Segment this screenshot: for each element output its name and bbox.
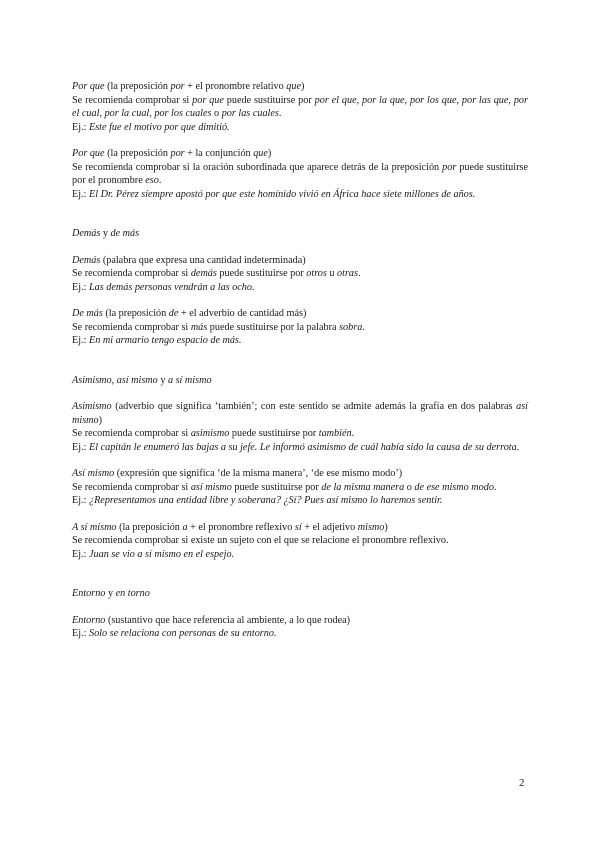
entry-example: Ej.: Este fue el motivo por que dimitió. [72,121,230,133]
entry-title: Asimismo (adverbio que significa ‘también’; con este sentido se admite además la grafía en dos palabras así mismo) [72,401,528,426]
section-heading-asimismo: Asimismo, así mismo y a sí mismo [72,374,212,386]
entry-example: Ej.: ¿Representamos una entidad libre y soberana? ¿Sí? Pues así mismo lo haremos sentir. [72,495,443,506]
entry-asimismo [72,400,528,454]
entry-de-mas [72,307,528,348]
entry-example: Ej.: Las demás personas vendrán a las ocho. [72,281,255,293]
section-heading-entorno: Entorno y en torno [72,588,150,599]
entry-example: Ej.: El capitán le enumeró las bajas a su jefe. Le informó asimismo de cuál había sido la causa de su derrota. [72,441,520,453]
entry-example: Ej.: En mi armario tengo espacio de más. [72,335,242,346]
entry-title: Por que (la preposición por + la conjunción que) [72,148,272,159]
entry-title: Entorno (sustantivo que hace referencia al ambiente, a lo que rodea) [72,614,351,626]
entry-title: A sí mismo (la preposición a + el pronombre reflexivo sí + el adjetivo mismo) [72,521,388,533]
entry-recommendation: Se recomienda comprobar si asimismo puede sustituirse por también. [72,428,355,439]
entry-entorno [72,614,528,641]
entry-recommendation: Se recomienda comprobar si demás puede sustituirse por otros u otras. [72,268,361,279]
entry-title: Así mismo (expresión que significa ‘de la misma manera’, ‘de ese mismo modo’) [72,468,403,479]
entry-example: Ej.: Juan se vio a sí mismo en el espejo. [72,548,235,560]
entry-recommendation: Se recomienda comprobar si existe un sujeto con el que se relacione el pronombre reflexivo. [72,535,449,546]
entry-recommendation: Se recomienda comprobar si por que puede sustituirse por por el que, por la que, por los que, por las que, por el cual, por la cual, por los cuales o por las cuales. [72,94,528,119]
entry-a-si-mismo [72,521,528,562]
page-number: 2 [519,777,525,789]
entry-demas [72,254,528,295]
entry-title: Demás (palabra que expresa una cantidad indeterminada) [72,254,306,266]
entry-title: Por que (la preposición por + el pronombre relativo que) [72,81,305,92]
entry-recommendation: Se recomienda comprobar si la oración subordinada que aparece detrás de la preposición por puede sustituirse por el pronombre eso. [72,161,528,186]
entry-title: De más (la preposición de + el adverbio de cantidad más) [72,308,307,319]
section-heading-demas: Demás y de más [72,228,140,239]
entry-example: Ej.: Solo se relaciona con personas de su entorno. [72,628,277,639]
entry-recommendation: Se recomienda comprobar si más puede sustituirse por la palabra sobra. [72,321,365,333]
entry-recommendation: Se recomienda comprobar si así mismo puede sustituirse por de la misma manera o de ese mismo modo. [72,481,497,493]
entry-asi-mismo [72,467,528,508]
document-page [72,80,528,641]
entry-example: Ej.: El Dr. Pérez siempre apostó por que este homínido vivió en África hace siete millones de años. [72,188,476,200]
entry-por-que-conjuncion [72,147,528,201]
entry-por-que-relativo [72,80,528,134]
